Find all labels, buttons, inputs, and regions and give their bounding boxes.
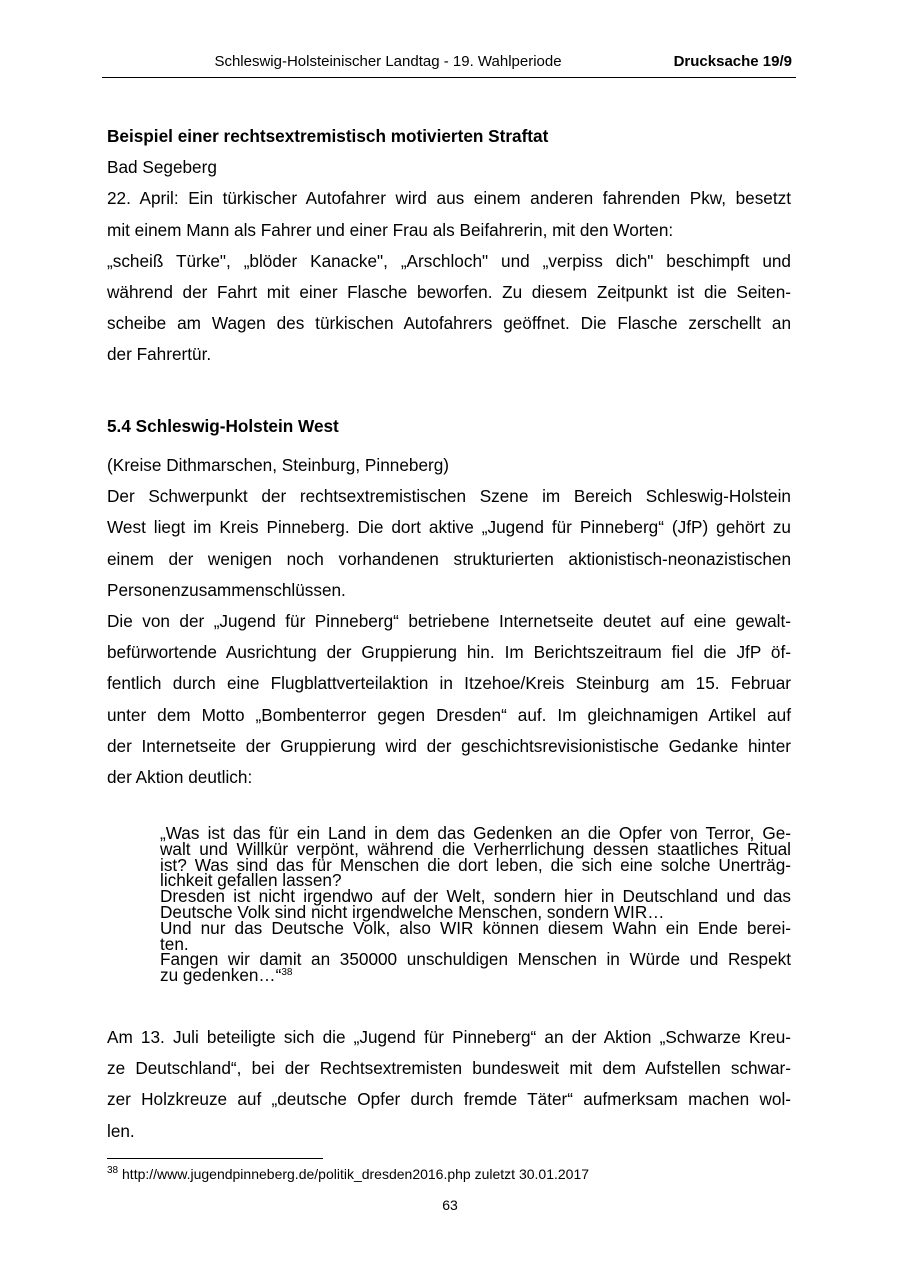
paragraph-line: Am 13. Juli beteiligte sich die „Jugend für Pinneberg“ an der Aktion „Schwarze Kreu- <box>107 1027 791 1047</box>
footnote <box>107 1165 589 1183</box>
quote-line-last <box>160 965 791 986</box>
page-number: 63 <box>442 1197 458 1213</box>
example-heading: Beispiel einer rechtsextremistisch motivierten Straftat <box>107 126 549 146</box>
paragraph-line: Personenzusammenschlüssen. <box>107 579 346 600</box>
quote-line: Deutsche Volk sind nicht irgendwelche Menschen, sondern WIR… <box>160 901 665 922</box>
paragraph-line: Die von der „Jugend für Pinneberg“ betriebene Internetseite deutet auf eine gewalt- <box>107 611 791 632</box>
paragraph-line: einem der wenigen noch vorhandenen strukturierten aktionistisch-neonazistischen <box>107 548 791 569</box>
quote-line: lichkeit gefallen lassen? <box>160 870 342 891</box>
example-line: 22. April: Ein türkischer Autofahrer wird aus einem anderen fahrenden Pkw, besetzt <box>107 188 791 209</box>
quote-line: walt und Willkür verpönt, während die Verherrlichung dessen staatliches Ritual <box>160 838 791 859</box>
example-line: scheibe am Wagen des türkischen Autofahrers geöffnet. Die Flasche zerschellt an <box>107 313 791 334</box>
section-body <box>107 450 791 793</box>
footnote-number: 38 <box>107 1165 119 1176</box>
example-line: während der Fahrt mit einer Flasche beworfen. Zu diesem Zeitpunkt ist die Seiten- <box>107 282 791 303</box>
example-line: „scheiß Türke", „blöder Kanacke", „Arschloch" und „verpiss dich" beschimpft und <box>107 250 791 271</box>
page-header <box>102 50 796 78</box>
quote-line: ist? Was sind das für Menschen die dort leben, die sich eine solche Unerträg- <box>160 854 791 875</box>
paragraph-line: Der Schwerpunkt der rechtsextremistischen Szene im Bereich Schleswig-Holstein <box>107 486 791 507</box>
paragraph-line: befürwortende Ausrichtung der Gruppierung hin. Im Berichtszeitraum fiel die JfP öf- <box>107 642 791 663</box>
quote-line: Dresden ist nicht irgendwo auf der Welt, sondern hier in Deutschland und das <box>160 886 791 907</box>
quote-line: Und nur das Deutsche Volk, also WIR können diesem Wahn ein Ende berei- <box>160 917 791 938</box>
paragraph-line: len. <box>107 1120 135 1141</box>
section-districts: (Kreise Dithmarschen, Steinburg, Pinneberg) <box>107 455 450 475</box>
footnote-text: http://www.jugendpinneberg.de/politik_dresden2016.php zuletzt 30.01.2017 <box>122 1166 590 1182</box>
example-block <box>107 121 791 371</box>
example-line: der Fahrertür. <box>107 344 212 365</box>
example-location: Bad Segeberg <box>107 157 217 178</box>
closing-paragraph <box>107 1022 791 1147</box>
footnote-reference: 38 <box>281 967 293 979</box>
quote-line: „Was ist das für ein Land in dem das Gedenken an die Opfer von Terror, Ge- <box>160 823 791 843</box>
block-quote <box>160 823 791 986</box>
quote-end-text: zu gedenken…“ <box>160 965 282 986</box>
paragraph-line: der Aktion deutlich: <box>107 767 253 788</box>
paragraph-line: ze Deutschland“, bei der Rechtsextremisten bundesweit mit dem Aufstellen schwar- <box>107 1058 791 1079</box>
footnote-separator <box>107 1158 323 1159</box>
paragraph-line: fentlich durch eine Flugblattverteilaktion in Itzehoe/Kreis Steinburg am 15. Februar <box>107 673 791 694</box>
paragraph-line: West liegt im Kreis Pinneberg. Die dort aktive „Jugend für Pinneberg“ (JfP) gehört zu <box>107 517 791 538</box>
section-heading-block <box>107 411 791 442</box>
document-number: Drucksache 19/9 <box>673 53 792 70</box>
header-title: Schleswig-Holsteinischer Landtag - 19. Wahlperiode <box>214 53 562 70</box>
section-heading: 5.4 Schleswig-Holstein West <box>107 416 339 436</box>
paragraph-line: unter dem Motto „Bombenterror gegen Dresden“ auf. Im gleichnamigen Artikel auf <box>107 704 791 725</box>
paragraph-line: der Internetseite der Gruppierung wird der geschichtsrevisionistische Gedanke hinter <box>107 735 791 756</box>
quote-line: ten. <box>160 933 189 954</box>
example-line: mit einem Mann als Fahrer und einer Frau als Beifahrerin, mit den Worten: <box>107 219 674 240</box>
paragraph-line: zer Holzkreuze auf „deutsche Opfer durch fremde Täter“ aufmerksam machen wol- <box>107 1089 791 1110</box>
quote-line: Fangen wir damit an 350000 unschuldigen Menschen in Würde und Respekt <box>160 949 791 970</box>
